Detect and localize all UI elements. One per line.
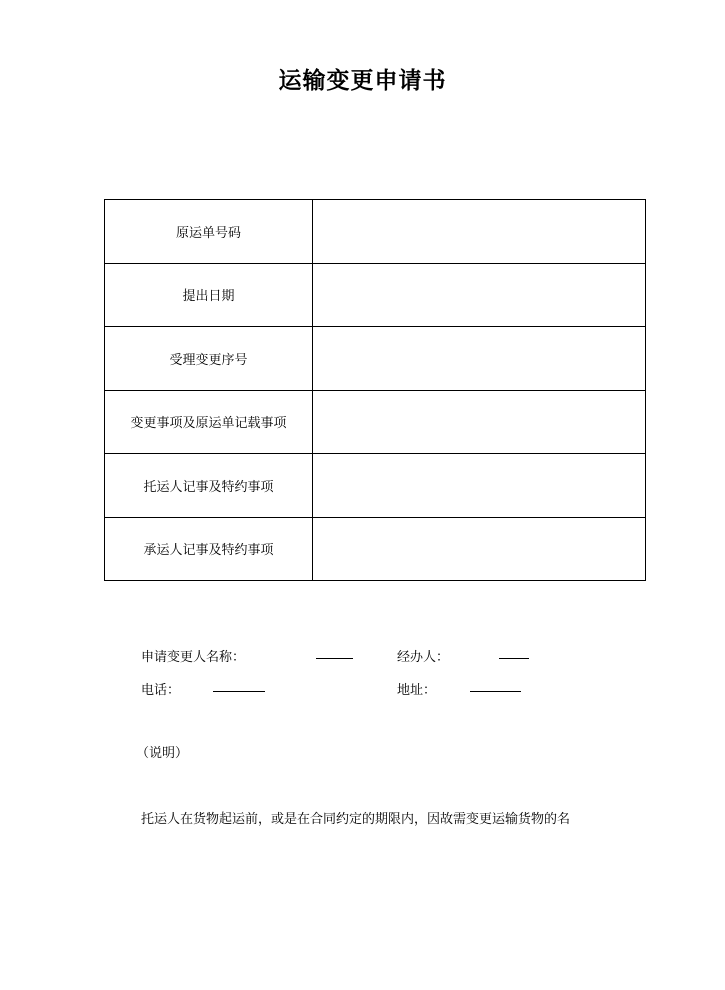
table-row <box>105 517 646 581</box>
notes-heading: （说明） <box>136 746 189 761</box>
address-blank[interactable] <box>470 691 521 692</box>
change-request-table <box>104 199 646 581</box>
document-title: 运输变更申请书 <box>278 68 447 94</box>
handler-blank[interactable] <box>499 658 529 659</box>
row-label-original-waybill-no: 原运单号码 <box>105 200 313 264</box>
row-value-original-waybill-no[interactable] <box>313 200 646 264</box>
row-value-submit-date[interactable] <box>313 263 646 327</box>
row-label-shipper-notes: 托运人记事及特约事项 <box>105 454 313 518</box>
applicant-name-label: 申请变更人名称： <box>141 650 246 665</box>
address-label: 地址： <box>397 683 437 698</box>
table-row <box>105 263 646 327</box>
row-value-change-serial[interactable] <box>313 327 646 391</box>
table-row <box>105 200 646 264</box>
row-value-change-items[interactable] <box>313 390 646 454</box>
table-row <box>105 454 646 518</box>
table-row <box>105 327 646 391</box>
handler-label: 经办人： <box>397 650 450 665</box>
row-label-change-items: 变更事项及原运单记载事项 <box>105 390 313 454</box>
row-label-change-serial: 受理变更序号 <box>105 327 313 391</box>
phone-label: 电话： <box>141 683 181 698</box>
applicant-name-blank[interactable] <box>316 658 353 659</box>
table-row <box>105 390 646 454</box>
phone-blank[interactable] <box>213 691 265 692</box>
row-label-carrier-notes: 承运人记事及特约事项 <box>105 517 313 581</box>
row-label-submit-date: 提出日期 <box>105 263 313 327</box>
row-value-carrier-notes[interactable] <box>313 517 646 581</box>
notes-paragraph: 托运人在货物起运前，或是在合同约定的期限内，因故需变更运输货物的名 <box>141 812 571 827</box>
row-value-shipper-notes[interactable] <box>313 454 646 518</box>
